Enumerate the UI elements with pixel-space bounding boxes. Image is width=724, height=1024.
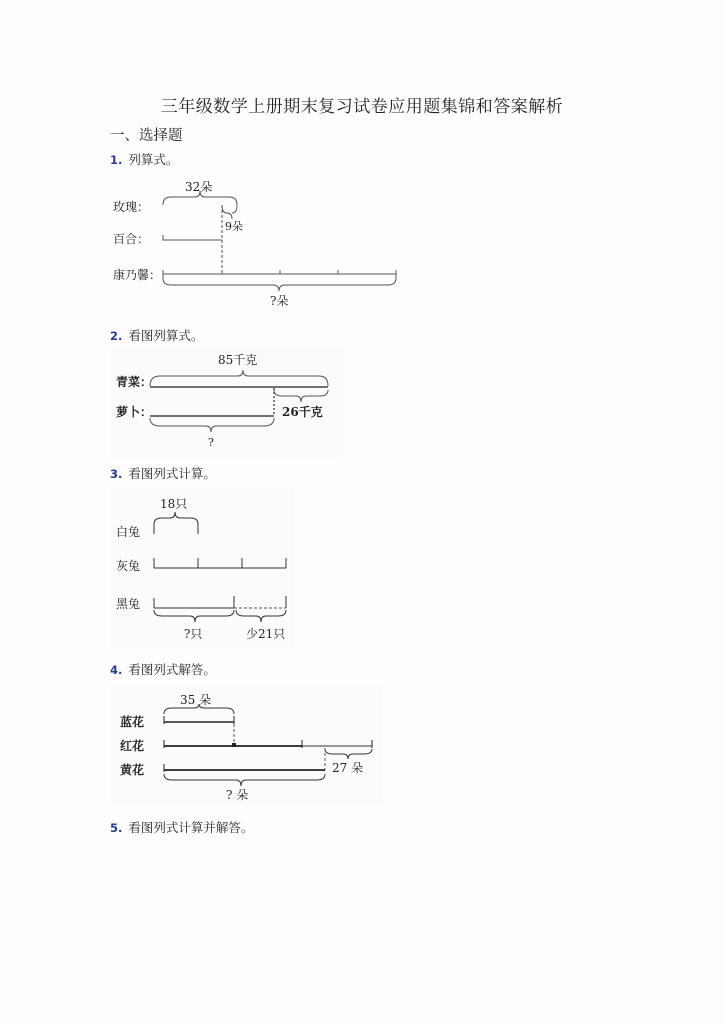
row-label-blue-flower: 蓝花 <box>120 715 145 729</box>
label-bottom-right: 少21只 <box>246 627 286 641</box>
figure-q3 <box>110 488 295 648</box>
label-top: 85千克 <box>218 353 258 367</box>
row-label-lily: 百合： <box>113 232 150 246</box>
question-2 <box>110 326 203 344</box>
question-4 <box>110 660 216 678</box>
row-label-carnation: 康乃馨： <box>113 268 162 282</box>
label-bottom: ? <box>208 436 214 449</box>
row-label-gray-rabbit: 灰兔 <box>116 559 141 573</box>
question-number: 3. <box>110 467 123 481</box>
label-top: 32朵 <box>185 180 213 194</box>
question-text: 看图列式解答。 <box>128 662 216 677</box>
question-number: 5. <box>110 821 123 835</box>
figure-q4 <box>110 686 382 804</box>
question-number: 1. <box>110 153 123 167</box>
section-heading: 一、选择题 <box>110 128 183 144</box>
figure-q2 <box>110 348 340 458</box>
row-label-rose: 玫瑰： <box>113 200 150 214</box>
question-text: 看图列式计算并解答。 <box>128 820 254 835</box>
label-bottom-left: ?只 <box>184 627 203 641</box>
row-label-vegetable: 青菜： <box>116 375 153 389</box>
row-label-radish: 萝卜： <box>116 405 153 419</box>
row-label-black-rabbit: 黑兔 <box>116 597 141 611</box>
row-label-red-flower: 红花 <box>120 739 145 753</box>
question-number: 4. <box>110 663 123 677</box>
label-bottom: ?朵 <box>270 294 289 308</box>
question-5 <box>110 818 253 836</box>
question-text: 列算式。 <box>128 152 179 167</box>
figure-q1 <box>105 175 405 315</box>
label-top: 35 朵 <box>180 693 212 707</box>
question-text: 看图列式计算。 <box>128 466 216 481</box>
question-1 <box>110 150 178 168</box>
row-label-white-rabbit: 白兔 <box>116 525 141 539</box>
label-diff: 27 朵 <box>332 761 364 775</box>
label-bottom: ? 朵 <box>226 788 249 802</box>
document-title: 三年级数学上册期末复习试卷应用题集锦和答案解析 <box>160 97 564 117</box>
label-diff: 9朵 <box>225 220 243 233</box>
label-top: 18只 <box>160 497 188 511</box>
row-label-yellow-flower: 黄花 <box>120 763 145 777</box>
question-text: 看图列算式。 <box>128 328 204 343</box>
question-3 <box>110 464 216 482</box>
label-diff: 26千克 <box>282 405 323 419</box>
question-number: 2. <box>110 329 123 343</box>
